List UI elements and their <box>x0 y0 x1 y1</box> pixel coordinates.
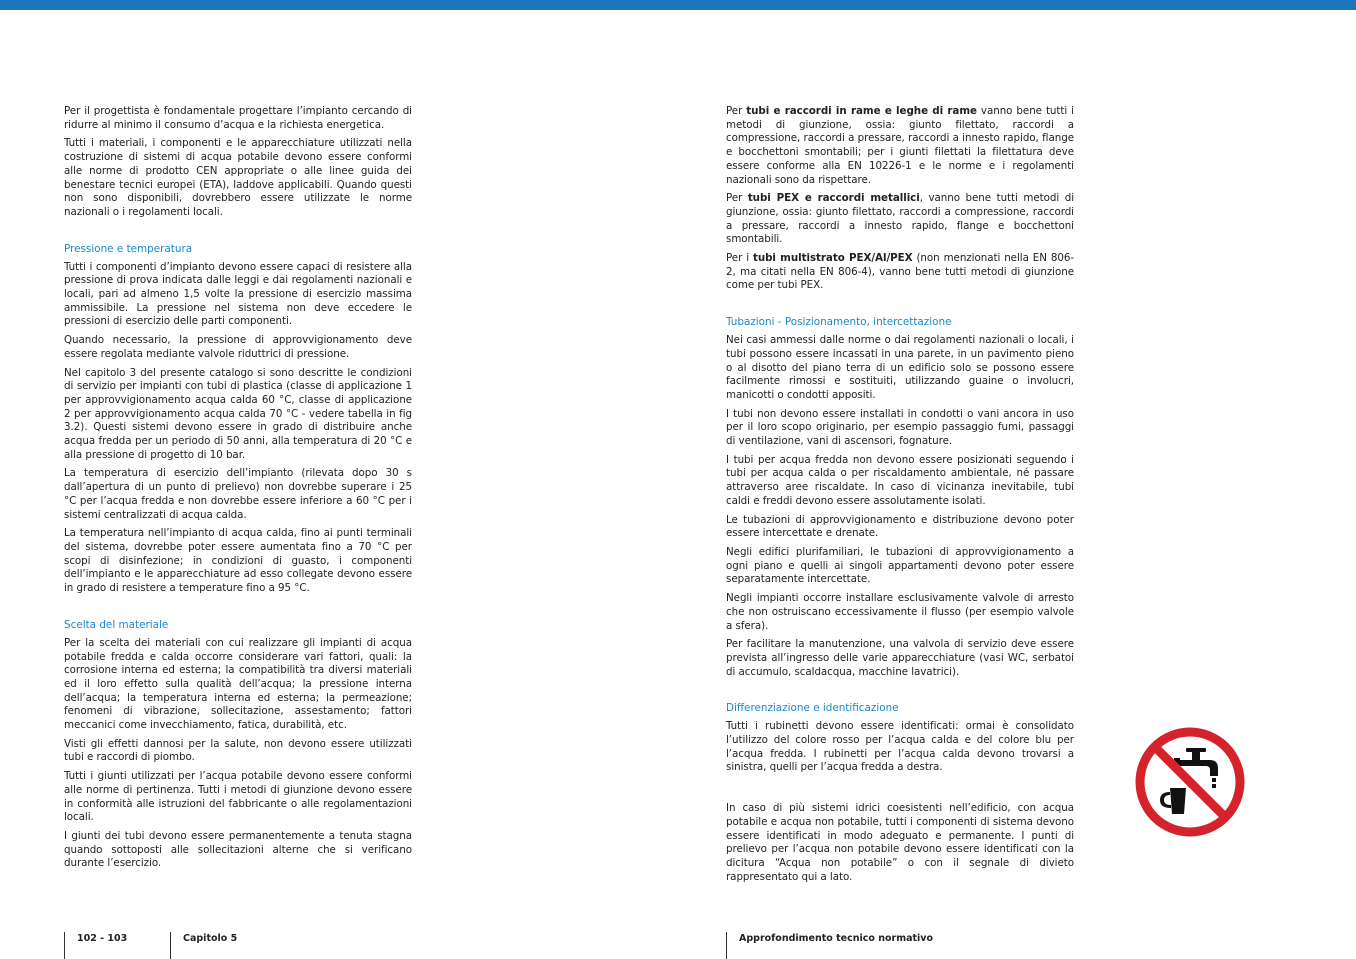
section-heading: Differenziazione e identificazione <box>726 702 899 715</box>
paragraph: Per il progettista è fondamentale progettare l’impianto cercando di ridurre al minimo il consumo d’acqua e la richiesta energetica. <box>64 105 412 131</box>
section-heading: Tubazioni - Posizionamento, intercettazione <box>726 316 952 329</box>
paragraph: La temperatura di esercizio dell’impianto (rilevata dopo 30 s dall’apertura di un punto di prelievo) non dovrebbe superare i 25 °C per l’acqua fredda e non dovrebbe essere inferiore a 60 °C per i sistemi centralizzati di acqua calda. <box>64 467 412 521</box>
page-numbers: 102 - 103 <box>64 932 127 959</box>
left-column <box>64 105 412 876</box>
no-drinking-water-icon <box>1134 726 1246 838</box>
paragraph: Nei casi ammessi dalle norme o dai regolamenti nazionali o locali, i tubi possono essere incassati in una parete, in un pavimento pieno o al disotto del piano terra di un edificio solo se possono essere facilmente rimossi e sostituiti, utilizzando guaine o involucri, manicotti o condotti appositi. <box>726 334 1074 401</box>
paragraph: Per i tubi multistrato PEX/Al/PEX (non menzionati nella EN 806-2, ma citati nella EN 806-4), vanno bene tutti metodi di giunzione come per tubi PEX. <box>726 252 1074 292</box>
paragraph: Per facilitare la manutenzione, una valvola di servizio deve essere prevista all’ingresso delle varie apparecchiature (vasi WC, serbatoi di accumulo, scaldacqua, macchine lavatrici). <box>726 638 1074 678</box>
paragraph: Nel capitolo 3 del presente catalogo si sono descritte le condizioni di servizio per impianti con tubi di plastica (classe di applicazione 1 per approvvigionamento acqua calda 60 °C, classe di applicazione 2 per approvvigionamento acqua calda 70 °C - vedere tabella in fig 3.2). Questi sistemi devono essere in grado di distribuire anche acqua fredda per un periodo di 50 anni, alla temperatura di 20 °C e alla pressione di progetto di 10 bar. <box>64 366 412 461</box>
paragraph: I tubi non devono essere installati in condotti o vani ancora in uso per il loro scopo originario, per esempio passaggio fumi, passaggi di ventilazione, vani di ascensori, fognature. <box>726 407 1074 448</box>
paragraph: Tutti i rubinetti devono essere identificati: ormai è consolidato l’utilizzo del colore rosso per l’acqua calda e del colore blu per l’acqua fredda. I rubinetti per l’acqua calda devono trovarsi a sinistra, quelli per l’acqua fredda a destra. <box>726 720 1074 774</box>
paragraph: Per la scelta dei materiali con cui realizzare gli impianti di acqua potabile fredda e calda occorre considerare vari fattori, quali: la corrosione interna ed esterna; la compatibilità tra diversi materiali ed il loro effetto sulla qualità dell’acqua; la pressione interna dell’acqua; la temperatura interna ed esterna; la permeazione; fenomeni di vibrazione, sollecitazione, assestamento; fattori meccanici come invecchiamento, fatica, durabilità, etc. <box>64 636 412 732</box>
paragraph: Per tubi e raccordi in rame e leghe di rame vanno bene tutti i metodi di giunzione, ossia: giunto filettato, raccordi a compressione, raccordi a pressare, raccordi a innesto rapido, flange e bocchettoni smontabili; per i giunti filettati la filettatura deve essere conforme alla EN 10226-1 e le norme e i regolamenti nazionali sono da rispettare. <box>726 105 1074 186</box>
paragraph: I giunti dei tubi devono essere permanentemente a tenuta stagna quando sottoposti alle sollecitazioni alterne che si verificano durante l’esercizio. <box>64 829 412 870</box>
paragraph: Negli edifici plurifamiliari, le tubazioni di approvvigionamento a ogni piano e quelli ai singoli appartamenti devono poter essere separatamente intercettate. <box>726 545 1074 586</box>
top-accent-bar <box>0 0 1356 10</box>
section-heading: Pressione e temperatura <box>64 242 193 255</box>
paragraph: I tubi per acqua fredda non devono essere posizionati seguendo i tubi per acqua calda o per riscaldamento ambientale, né passare attraverso aree riscaldate. In caso di vicinanza inevitabile, tubi caldi e freddi devono essere assolutamente isolati. <box>726 453 1074 507</box>
paragraph: Negli impianti occorre installare esclusivamente valvole di arresto che non ostruiscano eccessivamente il flusso (per esempio valvole a sfera). <box>726 592 1074 632</box>
paragraph: Le tubazioni di approvvigionamento e distribuzione devono poter essere intercettate e drenate. <box>726 513 1074 540</box>
paragraph: Quando necessario, la pressione di approvvigionamento deve essere regolata mediante valvole riduttrici di pressione. <box>64 334 412 360</box>
bold-term: tubi e raccordi in rame e leghe di rame <box>746 105 977 117</box>
chapter-label: Capitolo 5 <box>170 932 237 959</box>
bold-term: tubi PEX e raccordi metallici <box>747 192 920 205</box>
paragraph: La temperatura nell’impianto di acqua calda, fino ai punti terminali del sistema, dovrebbe poter essere aumentata fino a 70 °C per scopi di disinfezione; in condizioni di guasto, i componenti dell’impianto e le apparecchiature ad esso collegate devono essere in grado di resistere a temperature fino a 95 °C. <box>64 527 412 595</box>
paragraph: Tutti i materiali, i componenti e le apparecchiature utilizzati nella costruzione di sistemi di acqua potabile devono essere conformi alle norme di prodotto CEN appropriate o alle linee guida dei benestare tecnici europei (ETA), laddove applicabili. Quando questi non sono disponibili, dovrebbero essere utilizzate le norme nazionali o i regolamenti locali. <box>64 137 412 218</box>
paragraph: Tutti i componenti d’impianto devono essere capaci di resistere alla pressione di prova indicata dalle leggi e dai regolamenti nazionali e locali, pari ad almeno 1,5 volte la pressione di esercizio massima ammissibile. La pressione nel sistema non deve eccedere le pressioni di esercizio delle parti componenti. <box>64 260 412 328</box>
paragraph: Visti gli effetti dannosi per la salute, non devono essere utilizzati tubi e raccordi di piombo. <box>64 737 412 764</box>
paragraph: Tutti i giunti utilizzati per l’acqua potabile devono essere conformi alle norme di pertinenza. Tutti i metodi di giunzione devono essere in conformità alle istruzioni del fabbricante o alle regolamentazioni locali. <box>64 770 412 824</box>
section-heading: Scelta del materiale <box>64 618 169 631</box>
paragraph: Per tubi PEX e raccordi metallici, vanno bene tutti metodi di giunzione, ossia: giunto filettato, raccordi a compressione, raccordi a pressare, raccordi a innesto rapido, flange e bocchettoni smontabili. <box>726 192 1075 246</box>
section-label: Approfondimento tecnico normativo <box>726 932 933 959</box>
paragraph: In caso di più sistemi idrici coesistenti nell’edificio, con acqua potabile e acqua non potabile, tutti i componenti di sistema devono essere identificati in modo adeguato e permanente. I punti di prelievo per l’acqua non potabile devono essere identificati con la dicitura “Acqua non potabile” o con il segnale di divieto rappresentato qui a lato. <box>726 802 1074 883</box>
bold-term: tubi multistrato PEX/Al/PEX <box>752 252 913 265</box>
right-column <box>726 105 1074 889</box>
